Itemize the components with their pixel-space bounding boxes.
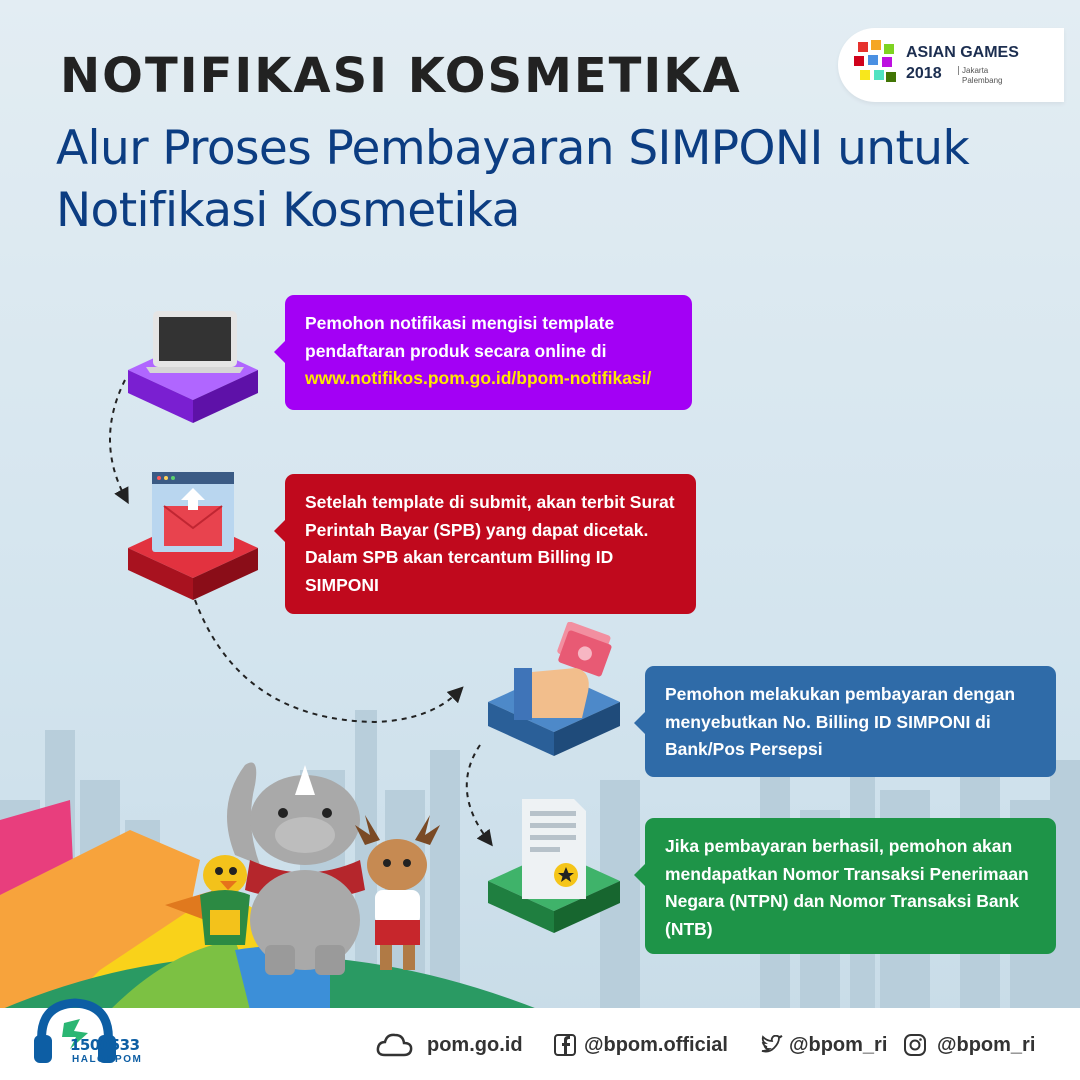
cloud-icon: [376, 1032, 414, 1058]
step-3-text: Pemohon melakukan pembayaran dengan menyebutkan No. Billing ID SIMPONI di Bank/Pos Persepsi: [665, 684, 1016, 759]
notifikos-link[interactable]: www.notifikos.pom.go.id/bpom-notifikasi/: [305, 368, 652, 388]
step-2-box: [285, 474, 696, 614]
twitter-icon: [760, 1035, 784, 1055]
step-3-box: [645, 666, 1056, 777]
instagram-handle[interactable]: @bpom_ri: [937, 1034, 1036, 1056]
page-subtitle: Alur Proses Pembayaran SIMPONI untuk Notifikasi Kosmetika: [56, 121, 970, 238]
step-1-box: [285, 295, 692, 410]
email-upload-icon: [128, 470, 258, 602]
facebook-handle[interactable]: @bpom.official: [584, 1034, 728, 1056]
instagram-icon: [904, 1034, 926, 1056]
logo-city-jakarta: Jakarta: [958, 66, 988, 75]
hotline-number: 1500533: [70, 1036, 140, 1054]
hotline-name: HALOBPOM: [72, 1054, 143, 1065]
logo-year: 2018: [906, 65, 942, 82]
page-title: NOTIFIKASI KOSMETIKA: [60, 48, 742, 104]
twitter-handle[interactable]: @bpom_ri: [789, 1034, 888, 1056]
hand-money-icon: [488, 622, 620, 758]
logo-city-palembang: Palembang: [962, 76, 1003, 85]
facebook-icon: [554, 1034, 576, 1056]
step-2-text: Setelah template di submit, akan terbit Surat Perintah Bayar (SPB) yang dapat dicetak. Dalam SPB akan tercantum Billing ID SIMPONI: [305, 492, 675, 595]
step-4-text: Jika pembayaran berhasil, pemohon akan mendapatkan Nomor Transaksi Penerimaan Negara (NTPN) dan Nomor Transaksi Bank (NTB): [665, 836, 1029, 939]
certificate-icon: [488, 795, 620, 935]
step-1-text: Pemohon notifikasi mengisi template pendaftaran produk secara online di: [305, 313, 615, 361]
website-link[interactable]: pom.go.id: [427, 1034, 523, 1056]
laptop-icon: [128, 305, 258, 425]
step-4-box: [645, 818, 1056, 954]
asian-games-emblem-icon: [852, 38, 900, 90]
asian-games-logo: [838, 28, 1064, 102]
logo-title: ASIAN GAMES: [906, 44, 1019, 61]
